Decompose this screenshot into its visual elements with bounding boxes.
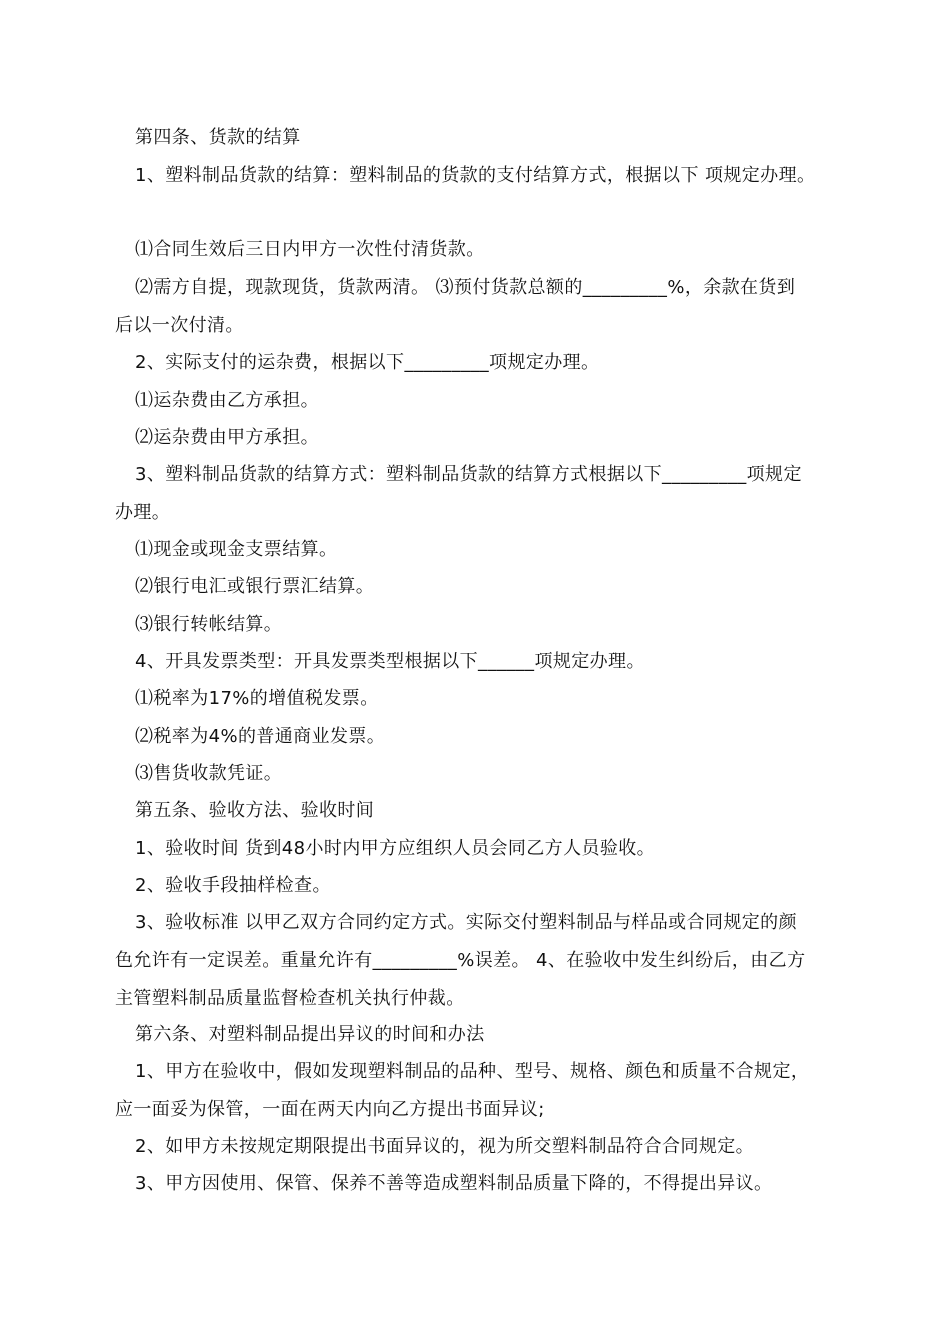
article-5-heading: 第五条、验收方法、验收时间: [135, 800, 375, 821]
clause-4-2-option-1: ⑴运杂费由乙方承担。: [135, 390, 319, 411]
clause-6-1: 1、甲方在验收中，假如发现塑料制品的品种、型号、规格、颜色和质量不合规定，: [135, 1061, 810, 1082]
clause-5-3-cont: 色允许有一定误差。重量允许有_________%误差。 4、在验收中发生纠纷后，由乙方: [115, 950, 806, 971]
clause-4-4-option-2: ⑵税率为4%的普通商业发票。: [135, 726, 386, 747]
clause-4-1: 1、塑料制品货款的结算：塑料制品的货款的支付结算方式，根据以下 项规定办理。: [135, 165, 816, 186]
clause-5-4-cont: 主管塑料制品质量监督检查机关执行仲裁。: [115, 988, 465, 1009]
clause-4-1-option-3-cont: 后以一次付清。: [115, 315, 244, 336]
clause-4-3-option-1: ⑴现金或现金支票结算。: [135, 539, 338, 560]
clause-4-4-option-1: ⑴税率为17%的增值税发票。: [135, 688, 379, 709]
clause-4-3-option-3: ⑶银行转帐结算。: [135, 614, 283, 635]
clause-4-2-option-2: ⑵运杂费由甲方承担。: [135, 427, 319, 448]
clause-4-1-option-1: ⑴合同生效后三日内甲方一次性付清货款。: [135, 239, 485, 260]
clause-4-4: 4、开具发票类型：开具发票类型根据以下______项规定办理。: [135, 651, 645, 672]
clause-6-1-cont: 应一面妥为保管，一面在两天内向乙方提出书面异议;: [115, 1099, 545, 1120]
clause-5-1: 1、验收时间 货到48小时内甲方应组织人员会同乙方人员验收。: [135, 838, 656, 859]
clause-6-3: 3、甲方因使用、保管、保养不善等造成塑料制品质量下降的，不得提出异议。: [135, 1173, 773, 1194]
article-4-heading: 第四条、货款的结算: [135, 127, 301, 148]
clause-5-2: 2、验收手段抽样检查。: [135, 875, 331, 896]
clause-4-3-option-2: ⑵银行电汇或银行票汇结算。: [135, 576, 375, 597]
clause-4-1-option-2-3: ⑵需方自提，现款现货，货款两清。 ⑶预付货款总额的_________%，余款在货到: [135, 277, 796, 298]
clause-6-2: 2、如甲方未按规定期限提出书面异议的，视为所交塑料制品符合合同规定。: [135, 1136, 755, 1157]
clause-4-3-cont: 办理。: [115, 502, 171, 523]
article-6-heading: 第六条、对塑料制品提出异议的时间和办法: [135, 1024, 485, 1045]
clause-5-3: 3、验收标准 以甲乙双方合同约定方式。实际交付塑料制品与样品或合同规定的颜: [135, 912, 797, 933]
clause-4-3: 3、塑料制品货款的结算方式：塑料制品货款的结算方式根据以下_________项规定: [135, 464, 802, 485]
clause-4-2: 2、实际支付的运杂费，根据以下_________项规定办理。: [135, 352, 600, 373]
clause-4-4-option-3: ⑶售货收款凭证。: [135, 763, 283, 784]
